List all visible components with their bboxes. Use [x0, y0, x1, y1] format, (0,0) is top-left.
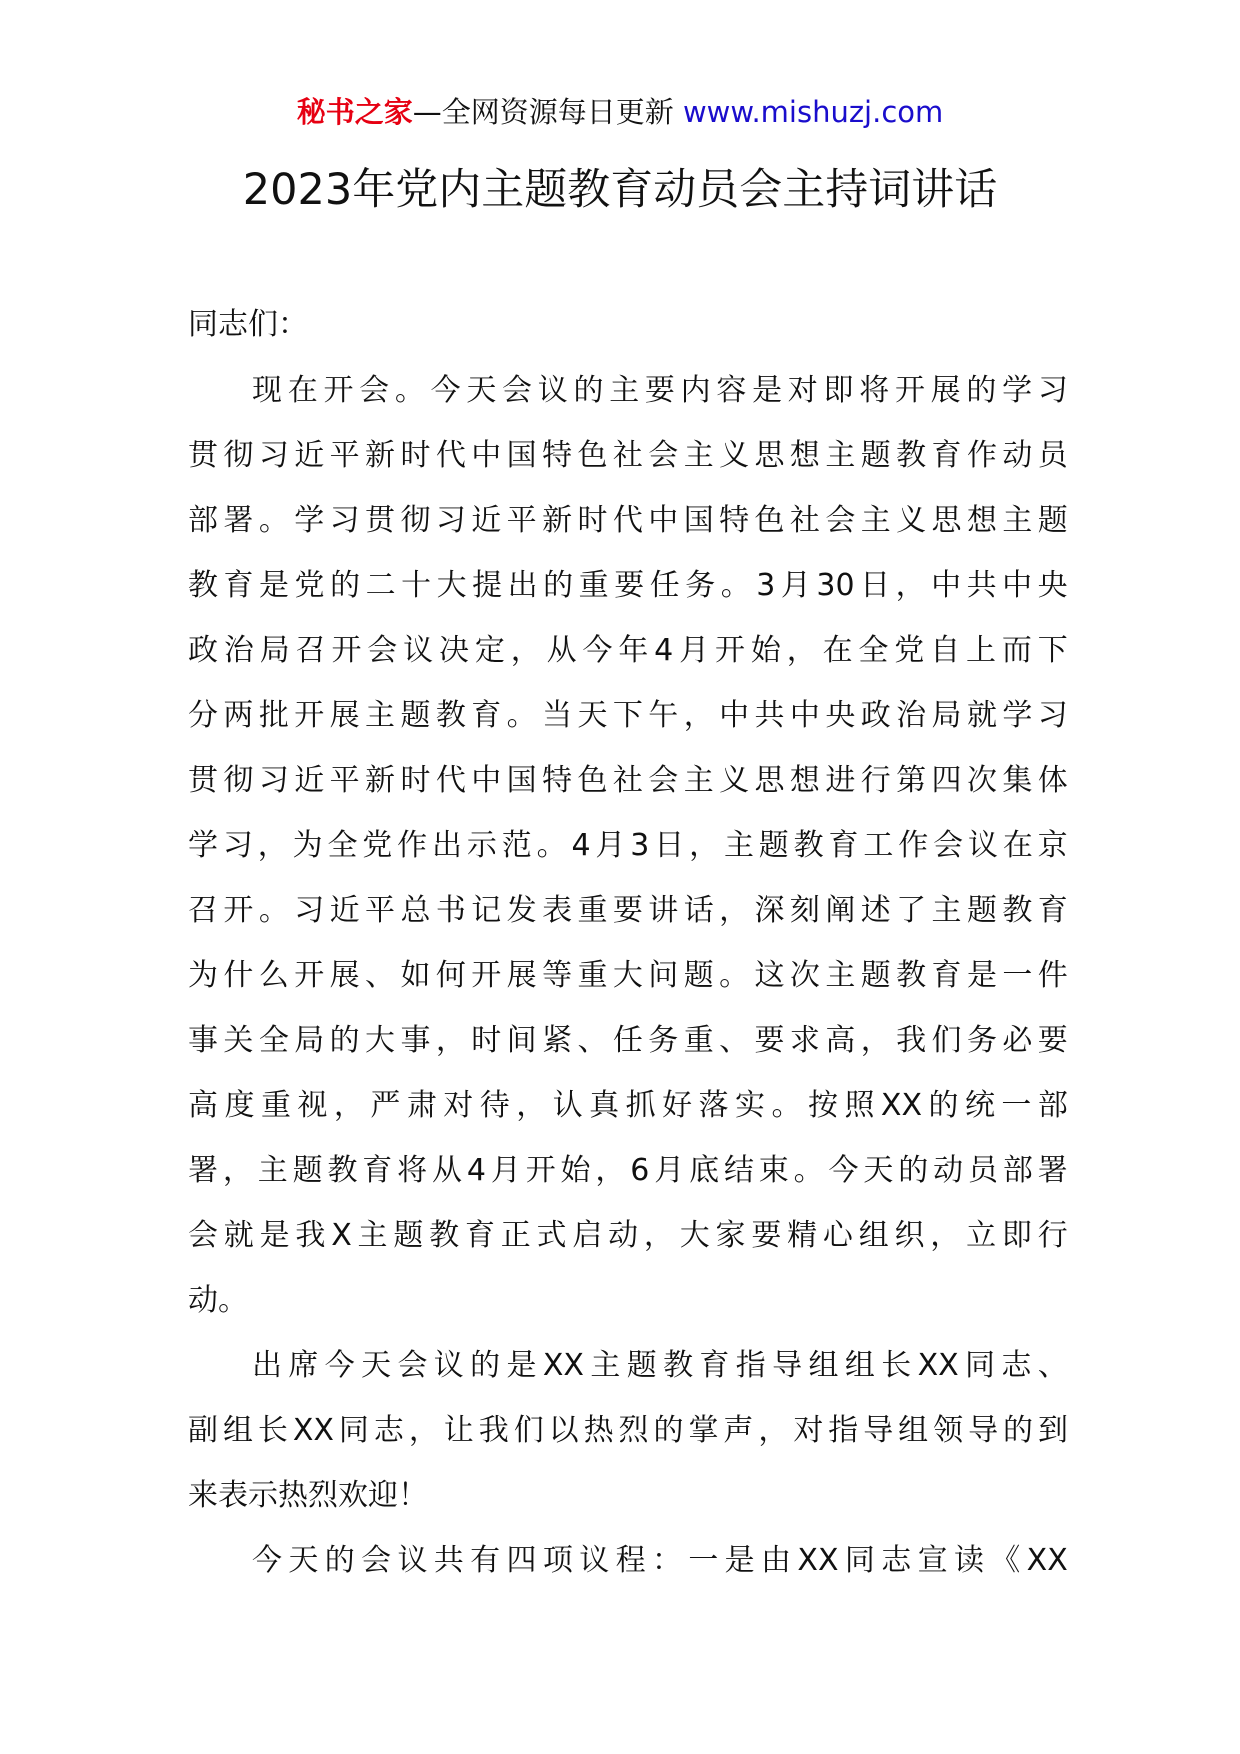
paragraph-line: 会 就 是 我 X 主 题 教 育 正 式 启 动 ， 大 家 要 精 心 组 织 ， 立 即 行	[188, 1218, 1068, 1253]
paragraph-line: 教 育 是 党 的 二 十 大 提 出 的 重 要 任 务 。 3 月 30 日 ， 中 共 中 央	[188, 568, 1068, 603]
body-paragraph	[188, 1333, 1068, 1528]
paragraph-line: 政 治 局 召 开 会 议 决 定 ， 从 今 年 4 月 开 始 ， 在 全 党 自 上 而 下	[188, 633, 1068, 668]
paragraph-line: 事 关 全 局 的 大 事 ， 时 间 紧 、 任 务 重 、 要 求 高 ， 我 们 务 必 要	[188, 1023, 1068, 1058]
paragraph-line: 来表示热烈欢迎！	[188, 1478, 428, 1513]
paragraph-line: 分 两 批 开 展 主 题 教 育 。 当 天 下 午 ， 中 共 中 央 政 治 局 就 学 习	[188, 698, 1068, 733]
document-body	[188, 292, 1068, 1593]
paragraph-line: 贯 彻 习 近 平 新 时 代 中 国 特 色 社 会 主 义 思 想 主 题 教 育 作 动 员	[188, 438, 1068, 473]
paragraph-line: 部 署 。 学 习 贯 彻 习 近 平 新 时 代 中 国 特 色 社 会 主 义 思 想 主 题	[188, 503, 1068, 538]
paragraph-line: 现 在 开 会 。 今 天 会 议 的 主 要 内 容 是 对 即 将 开 展 的 学 习	[252, 373, 1068, 408]
paragraph-line: 贯 彻 习 近 平 新 时 代 中 国 特 色 社 会 主 义 思 想 进 行 第 四 次 集 体	[188, 763, 1068, 798]
salutation: 同志们：	[188, 307, 308, 342]
paragraph-line: 动。	[188, 1283, 248, 1318]
paragraph-line: 召 开 。 习 近 平 总 书 记 发 表 重 要 讲 话 ， 深 刻 阐 述 了 主 题 教 育	[188, 893, 1068, 928]
paragraph-line: 副 组 长 XX 同 志 ， 让 我 们 以 热 烈 的 掌 声 ， 对 指 导 组 领 导 的 到	[188, 1413, 1068, 1448]
paragraph-line: 出 席 今 天 会 议 的 是 XX 主 题 教 育 指 导 组 组 长 XX 同 志 、	[252, 1348, 1068, 1383]
paragraph-line: 高 度 重 视 ， 严 肃 对 待 ， 认 真 抓 好 落 实 。 按 照 XX 的 统 一 部	[188, 1088, 1068, 1123]
body-paragraph	[188, 358, 1068, 1333]
paragraph-line: 署 ， 主 题 教 育 将 从 4 月 开 始 ， 6 月 底 结 束 。 今 天 的 动 员 部 署	[188, 1153, 1068, 1188]
paragraph-line: 今 天 的 会 议 共 有 四 项 议 程 ： 一 是 由 XX 同 志 宣 读 《 XX	[252, 1543, 1068, 1578]
body-paragraph	[188, 1528, 1068, 1593]
paragraph-list	[188, 358, 1068, 1593]
site-slogan: —全网资源每日更新	[412, 95, 674, 129]
paragraph-line: 学 习 ， 为 全 党 作 出 示 范 。 4 月 3 日 ， 主 题 教 育 工 作 会 议 在 京	[188, 828, 1068, 863]
site-url-link[interactable]: www.mishuzj.com	[682, 95, 944, 129]
paragraph-line: 为 什 么 开 展 、 如 何 开 展 等 重 大 问 题 。 这 次 主 题 教 育 是 一 件	[188, 958, 1068, 993]
site-header	[0, 92, 1240, 132]
document-title: 2023年党内主题教育动员会主持词讲话	[242, 165, 998, 215]
brand-name: 秘书之家	[296, 95, 413, 129]
